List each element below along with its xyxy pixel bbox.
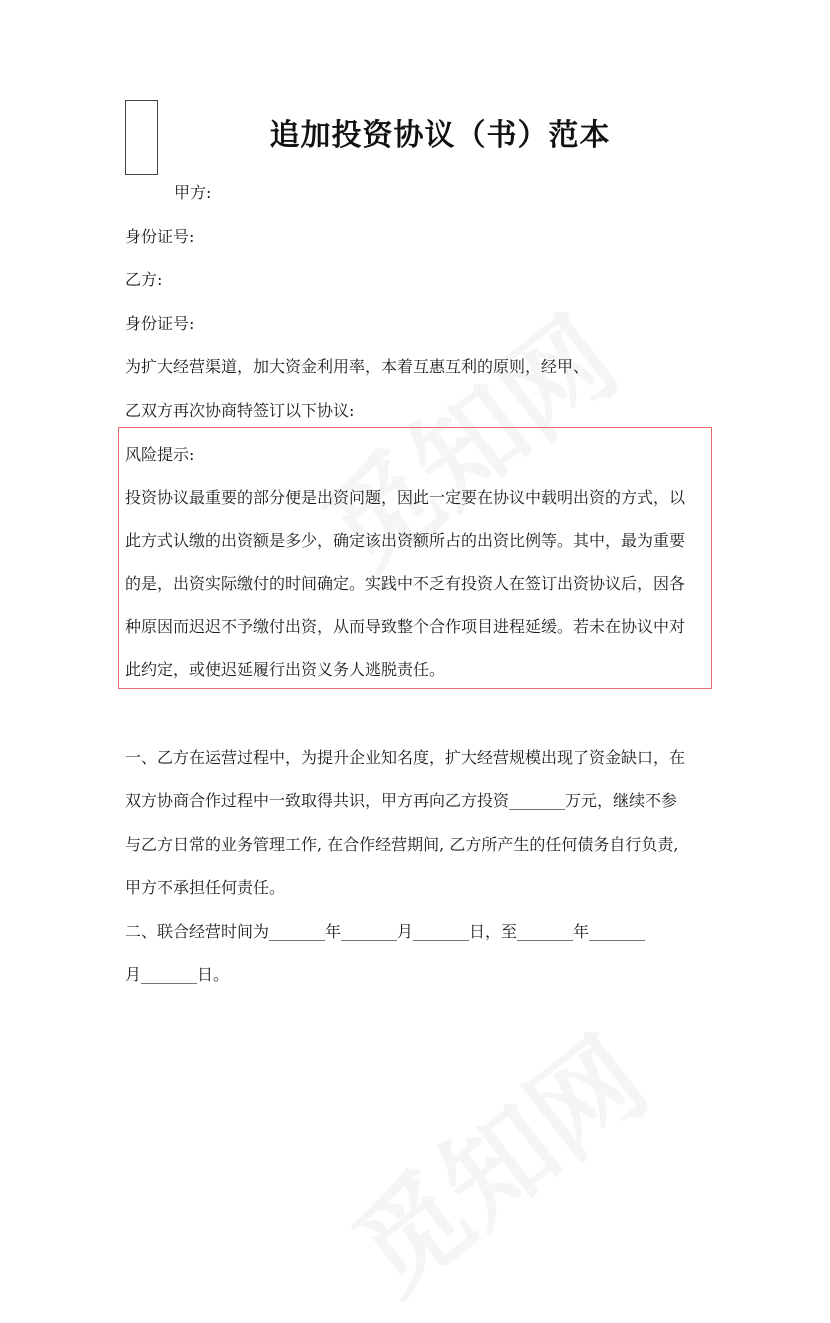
clause-1-line: 与乙方日常的业务管理工作, 在合作经营期间, 乙方所产生的任何债务自行负责, <box>125 835 679 854</box>
risk-notice-line: 种原因而迟迟不予缴付出资，从而导致整个合作项目进程延缓。若未在协议中对 <box>125 617 686 636</box>
clause-1-line: 双方协商合作过程中一致取得共识，甲方再向乙方投资_______万元，继续不参 <box>125 791 678 810</box>
party-b-label: 乙方: <box>125 270 163 289</box>
risk-notice-line: 此约定，或使迟延履行出资义务人逃脱责任。 <box>125 660 446 679</box>
party-a-label: 甲方: <box>174 183 212 202</box>
risk-notice-line: 的是，出资实际缴付的时间确定。实践中不乏有投资人在签订出资协议后，因各 <box>125 574 686 593</box>
id-b-label: 身份证号: <box>125 314 195 333</box>
preamble-line: 为扩大经营渠道，加大资金利用率，本着互惠互利的原则，经甲、 <box>125 357 590 376</box>
risk-notice-box <box>118 427 712 689</box>
clause-1-line: 甲方不承担任何责任。 <box>125 878 286 897</box>
watermark <box>316 995 673 1323</box>
risk-notice-line: 此方式认缴的出资额是多少，确定该出资额所占的出资比例等。其中，最为重要 <box>125 531 686 550</box>
risk-notice-heading: 风险提示: <box>125 445 195 464</box>
risk-notice-line: 投资协议最重要的部分便是出资问题，因此一定要在协议中载明出资的方式，以 <box>125 488 686 507</box>
clause-2-line: 月_______日。 <box>125 965 230 984</box>
id-a-label: 身份证号: <box>125 227 195 246</box>
preamble-line: 乙双方再次协商特签订以下协议: <box>125 401 355 420</box>
clause-1-line: 一、乙方在运营过程中，为提升企业知名度，扩大经营规模出现了资金缺口，在 <box>125 748 686 767</box>
clause-2-line: 二、联合经营时间为_______年_______月_______日，至_______年_______ <box>125 922 646 941</box>
document-title: 追加投资协议（书）范本 <box>269 118 611 153</box>
